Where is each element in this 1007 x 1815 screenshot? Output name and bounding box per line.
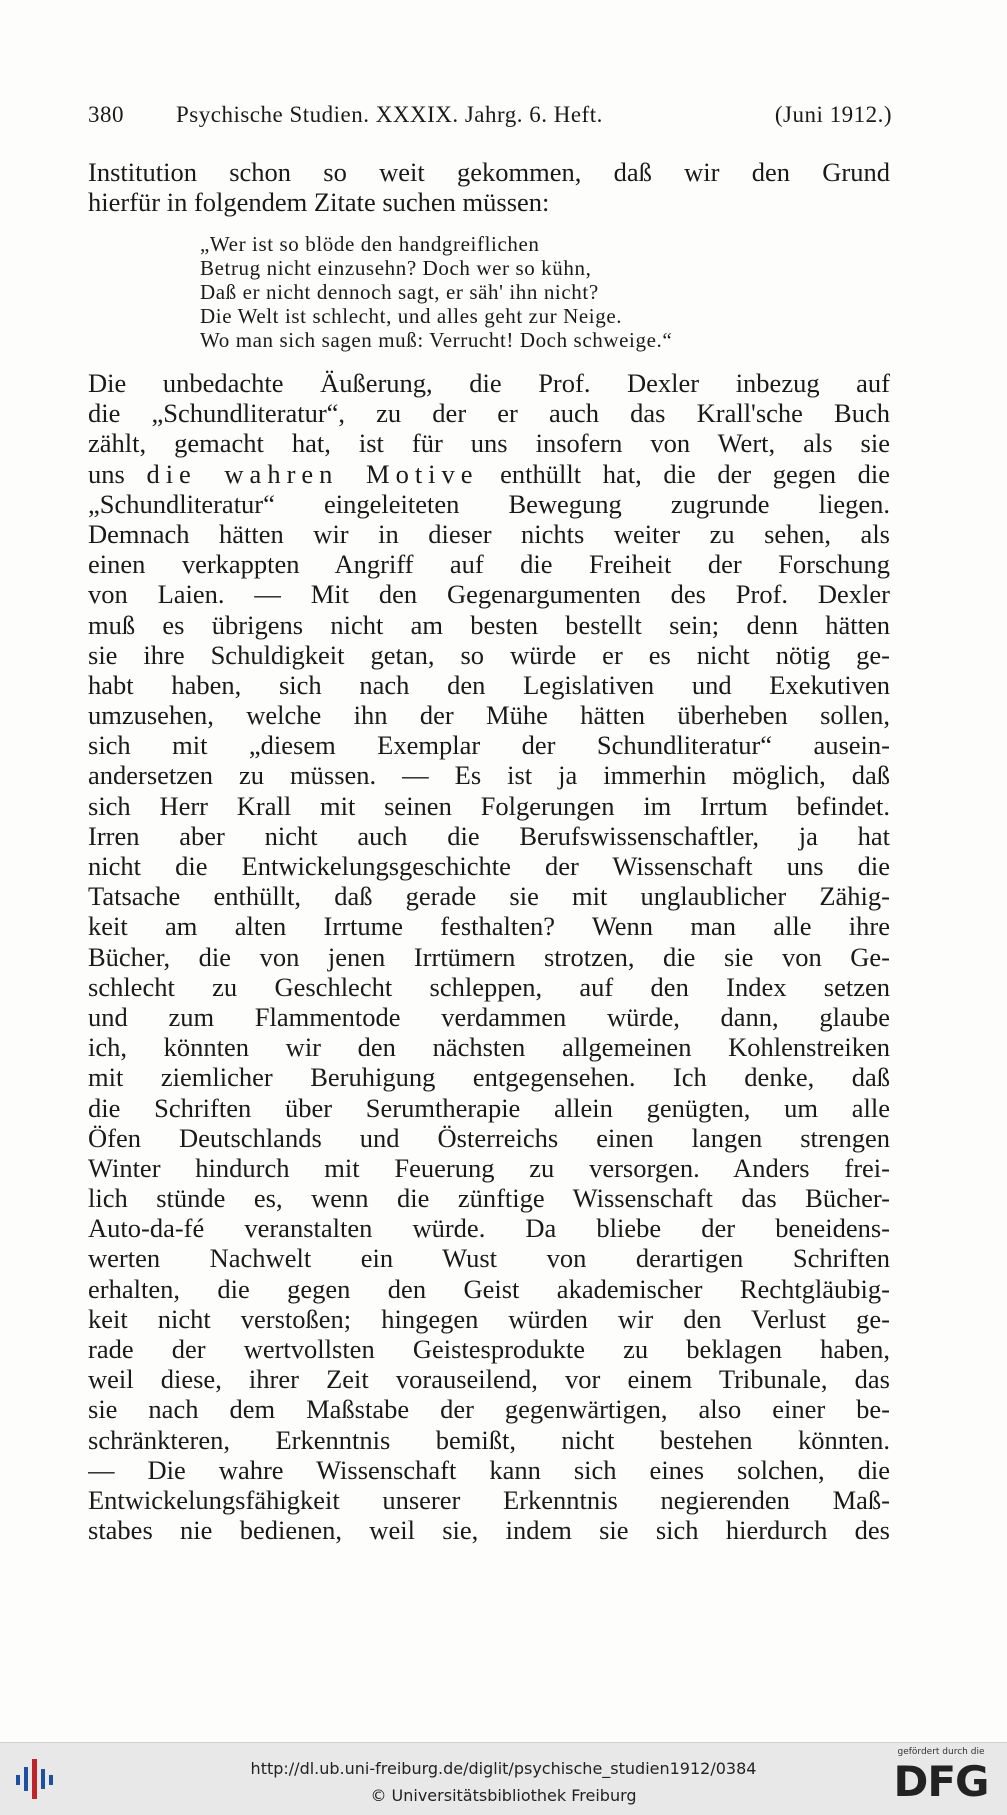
text-line: Tatsache enthüllt, daß gerade sie mit unglaublicher Zähig-	[88, 881, 890, 912]
text-line: — Die wahre Wissenschaft kann sich eines solchen, die	[88, 1454, 890, 1485]
page-number: 380	[88, 102, 124, 127]
poem-line: Daß er nicht dennoch sagt, er säh' ihn nicht?	[200, 280, 599, 304]
emphasized-text: die wahren Motive	[146, 458, 479, 489]
text-line: nicht die Entwickelungsgeschichte der Wissenschaft uns die	[88, 851, 890, 881]
footer-bar	[0, 1742, 1007, 1815]
text-line: „Schundliteratur“ eingeleiteten Bewegung zugrunde liegen.	[88, 488, 890, 519]
issue-date: (Juni 1912.)	[774, 102, 892, 127]
text-fragment: uns	[88, 458, 125, 489]
quoted-poem	[200, 232, 900, 352]
text-line: Bücher, die von jenen Irrtümern strotzen, die sie von Ge-	[88, 941, 890, 972]
text-line: mit ziemlicher Beruhigung entgegensehen. Ich denke, daß	[88, 1062, 890, 1093]
text-line: schlecht zu Geschlecht schleppen, auf den Index setzen	[88, 971, 890, 1002]
text-line: Irren aber nicht auch die Berufswissenschaftler, ja hat	[88, 820, 890, 851]
text-line: die Schriften über Serumtherapie allein genügten, um alle	[88, 1092, 890, 1123]
text-line: keit nicht verstoßen; hingegen würden wir den Verlust ge-	[88, 1303, 890, 1334]
text-line: Demnach hätten wir in dieser nichts weiter zu sehen, als	[88, 518, 890, 549]
text-line: lich stünde es, wenn die zünftige Wissenschaft das Bücher-	[88, 1183, 890, 1214]
text-line: weil diese, ihrer Zeit vorauseilend, vor einem Tribunale, das	[88, 1364, 890, 1395]
dfg-tagline: gefördert durch die	[897, 1747, 985, 1757]
text-line: Öfen Deutschlands und Österreichs einen langen strengen	[88, 1122, 890, 1153]
main-paragraph	[88, 368, 890, 1545]
text-line: werten Nachwelt ein Wust von derartigen Schriften	[88, 1243, 890, 1274]
text-line: einen verkappten Angriff auf die Freiheit der Forschung	[88, 549, 890, 580]
text-line: umzusehen, welche ihn der Mühe hätten überheben sollen,	[88, 700, 890, 731]
journal-title: Psychische Studien. XXXIX. Jahrg. 6. Heft.	[176, 102, 603, 127]
text-line: Die unbedachte Äußerung, die Prof. Dexler inbezug auf	[88, 368, 890, 398]
text-line: andersetzen zu müssen. — Es ist ja immerhin möglich, daß	[88, 760, 890, 791]
text-line: Institution schon so weit gekommen, daß wir den Grund	[88, 157, 890, 187]
text-line: die „Schundliteratur“, zu der er auch das Krall'sche Buch	[88, 398, 890, 429]
text-line: erhalten, die gegen den Geist akademischer Rechtgläubig-	[88, 1273, 890, 1304]
text-line: rade der wertvollsten Geistesprodukte zu beklagen haben,	[88, 1334, 890, 1364]
intro-paragraph	[88, 157, 890, 217]
text-line: keit am alten Irrtume festhalten? Wenn man alle ihre	[88, 911, 890, 942]
source-url[interactable]: http://dl.ub.uni-freiburg.de/diglit/psychische_studien1912/0384	[250, 1759, 757, 1778]
text-line: sie ihre Schuldigkeit getan, so würde er es nicht nötig ge-	[88, 639, 890, 670]
text-line: sich Herr Krall mit seinen Folgerungen im Irrtum befindet.	[88, 790, 890, 821]
text-line: zählt, gemacht hat, ist für uns insofern von Wert, als sie	[88, 428, 890, 459]
poem-line: Wo man sich sagen muß: Verrucht! Doch schweige.“	[200, 328, 673, 352]
text-line	[88, 459, 890, 489]
text-line: habt haben, sich nach den Legislativen und Exekutiven	[88, 669, 890, 700]
text-line: schränkteren, Erkenntnis bemißt, nicht bestehen könnten.	[88, 1424, 890, 1455]
dfg-logo	[885, 1747, 997, 1811]
poem-line: Betrug nicht einzusehn? Doch wer so kühn,	[200, 256, 592, 280]
running-head	[88, 102, 892, 136]
text-line: und zum Flammentode verdammen würde, dann, glaube	[88, 1001, 890, 1032]
poem-line: „Wer ist so blöde den handgreiflichen	[200, 232, 540, 256]
dfg-wordmark: DFG	[893, 1757, 989, 1806]
text-line: von Laien. — Mit den Gegenargumenten des Prof. Dexler	[88, 579, 890, 610]
text-line: sie nach dem Maßstabe der gegenwärtigen, also einer be-	[88, 1394, 890, 1425]
text-line: Winter hindurch mit Feuerung zu versorgen. Anders frei-	[88, 1152, 890, 1183]
poem-line: Die Welt ist schlecht, und alles geht zur Neige.	[200, 304, 623, 328]
copyright-notice: © Universitätsbibliothek Freiburg	[370, 1786, 637, 1805]
text-line: hierfür in folgendem Zitate suchen müssen:	[88, 187, 550, 218]
text-line: sich mit „diesem Exemplar der Schundliteratur“ ausein-	[88, 730, 890, 761]
text-line: stabes nie bedienen, weil sie, indem sie sich hierdurch des	[88, 1515, 890, 1546]
text-line: Auto-da-fé veranstalten würde. Da bliebe der beneidens-	[88, 1213, 890, 1244]
text-fragment: enthüllt hat, die der gegen die	[500, 458, 890, 489]
text-line: muß es übrigens nicht am besten bestellt sein; denn hätten	[88, 609, 890, 640]
text-line: ich, könnten wir den nächsten allgemeinen Kohlenstreiken	[88, 1032, 890, 1063]
text-line: Entwickelungsfähigkeit unserer Erkenntnis negierenden Maß-	[88, 1484, 890, 1515]
